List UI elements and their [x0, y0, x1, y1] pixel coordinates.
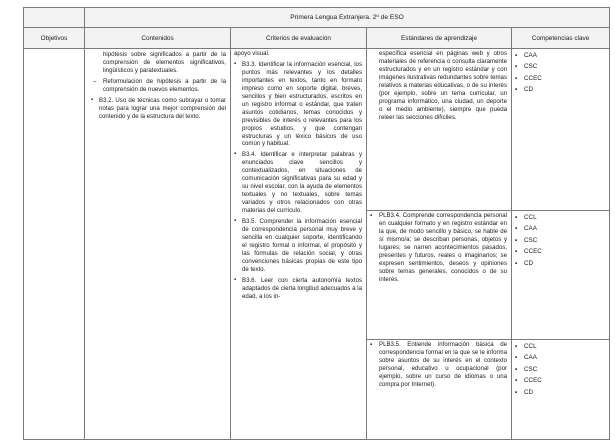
square-bullet-icon: ▪ — [515, 365, 518, 373]
square-bullet-icon: ▪ — [515, 377, 518, 385]
list-item — [515, 223, 607, 234]
square-bullet-icon: ▪ — [234, 151, 237, 158]
list-item — [515, 235, 607, 246]
square-bullet-icon: ▪ — [515, 388, 518, 396]
square-bullet-icon: ▪ — [370, 341, 373, 348]
contenidos-dash-text: Reformulación de hipótesis a partir de la comprensión de nuevos elementos. — [103, 77, 226, 93]
curriculum-table — [23, 7, 610, 440]
contenidos-continuation: hipótesis sobre significados a partir de la comprensión de elementos significativos, lingüísticos y paratextuales. — [103, 51, 226, 74]
square-bullet-icon: ▪ — [515, 248, 518, 256]
competencia-code: CSC — [524, 365, 538, 373]
square-bullet-icon: ▪ — [91, 96, 94, 103]
criterio-text: B3.5. Comprender la información esencial de correspondencia personal muy breve y sencilla en cualquier soporte, identificando el registro formal o informal, el propósito y las fórmulas de relación social, y otras convenciones básicas propias de este tipo de texto. — [242, 218, 362, 273]
competencia-code: CCEC — [524, 377, 542, 385]
contenidos-bullet-text: B3.2. Uso de técnicas como subrayar o tomar notas para lograr una mejor comprensión del contenido y de la estructura del texto. — [99, 96, 226, 120]
estandar-text: PLB3.4. Comprende correspondencia personal en cualquier formato y en registro estándar en la que, de modo sencillo y básico, se hable de sí mismo/a; se describan personas, objetos y lugares; se narren acontecimientos pasados, presentes y futuros, reales o imaginarios; se expresen sentimientos, deseos y opiniones sobre temas generales, conocidos o de su interés. — [379, 212, 507, 283]
competencia-code: CD — [524, 86, 534, 94]
estandar-item — [370, 212, 507, 284]
list-item — [515, 375, 607, 386]
criterio-text: B3.3. Identificar la información esencial, los puntos más relevantes y los detalles importantes en textos, tanto en formato impreso como en soporte digital, breves, sencillos y bien estructurados, escritos en un registro informal o estándar, que traten asuntos cotidianos, temas conocidos y previsibles de interés o relevantes para los propios estudios, y que contengan estructuras y un léxico básicos de uso común y habitual. — [242, 60, 362, 148]
square-bullet-icon: ▪ — [515, 52, 518, 59]
competencia-code: CAA — [524, 354, 537, 362]
list-item — [515, 61, 607, 72]
criterio-item — [234, 218, 362, 274]
list-item — [515, 84, 607, 95]
competencias-cell — [512, 211, 610, 340]
header-criterios: Criterios de evaluación — [231, 28, 367, 49]
square-bullet-icon: ▪ — [515, 259, 518, 267]
contenidos-dash-item — [91, 78, 226, 94]
header-objetivos: Objetivos — [24, 28, 85, 49]
contenidos-bullet-item — [91, 97, 226, 121]
criterio-item — [234, 61, 362, 148]
square-bullet-icon: ▪ — [234, 276, 237, 283]
contenidos-cell — [85, 49, 231, 440]
square-bullet-icon: ▪ — [515, 354, 518, 362]
square-bullet-icon: ▪ — [515, 63, 518, 71]
square-bullet-icon: ▪ — [515, 225, 518, 233]
criterios-cell — [231, 49, 367, 440]
list-item — [515, 50, 607, 61]
competencia-code: CCEC — [524, 248, 542, 256]
competencias-list — [515, 212, 607, 269]
competencia-code: CCEC — [524, 74, 542, 82]
competencia-code: CCL — [524, 343, 537, 350]
list-item — [515, 387, 607, 398]
table-row — [24, 49, 610, 211]
competencia-code: CSC — [524, 63, 538, 71]
competencia-code: CAA — [524, 225, 537, 233]
header-estandares: Estándares de aprendizaje — [367, 28, 512, 49]
competencia-code: CD — [524, 259, 534, 267]
competencias-list — [515, 341, 607, 398]
title-blank-cell — [24, 8, 85, 28]
list-item — [515, 212, 607, 223]
square-bullet-icon: ▪ — [515, 214, 518, 221]
list-item — [515, 246, 607, 257]
dash-marker: – — [93, 77, 97, 85]
list-item — [515, 258, 607, 269]
criterio-text: B3.6. Leer con cierta autonomía textos adaptados de cierta longitud adecuados a la edad, a los in- — [242, 276, 362, 300]
square-bullet-icon: ▪ — [515, 236, 518, 244]
header-competencias: Competencias clave — [512, 28, 610, 49]
square-bullet-icon: ▪ — [370, 212, 373, 219]
square-bullet-icon: ▪ — [234, 218, 237, 225]
competencias-cell — [512, 49, 610, 211]
square-bullet-icon: ▪ — [515, 86, 518, 94]
competencia-code: CSC — [524, 236, 538, 244]
competencia-code: CCL — [524, 214, 537, 221]
table-title-row — [24, 8, 610, 28]
competencia-code: CAA — [524, 52, 537, 59]
list-item — [515, 364, 607, 375]
square-bullet-icon: ▪ — [234, 60, 237, 67]
competencias-cell — [512, 340, 610, 440]
list-item — [515, 352, 607, 363]
criterio-item — [234, 151, 362, 215]
criterio-text: B3.4. Identificar e interpretar palabras y enunciados clave sencillos y contextualizados, en situaciones de comunicación significativas para su edad y su nivel escolar, con la ayuda de elementos textuales y no textuales, sobre temas variados y otros relacionados con otras materias del currículo. — [242, 151, 362, 215]
competencias-list — [515, 50, 607, 96]
estandar-cell — [367, 340, 512, 440]
criterios-continuation: apoyo visual. — [234, 50, 270, 57]
competencia-code: CD — [524, 388, 534, 396]
estandar-cell — [367, 49, 512, 211]
list-item — [515, 73, 607, 84]
objetivos-cell — [24, 49, 85, 440]
square-bullet-icon: ▪ — [515, 343, 518, 350]
criterio-item — [234, 277, 362, 301]
estandar-text: específica esencial en páginas web y otros materiales de referencia o consulta claramente estructurados y en un registro estándar y con imágenes ilustrativas redundantes sobre temas relativos a materias educativas, o de su interés (por ejemplo, sobre un tema curricular, un programa informático, una ciudad, un deporte o el medio ambiente), siempre que pueda releer las secciones difíciles. — [379, 50, 507, 121]
table-title: Primera Lengua Extranjera. 2º de ESO — [85, 8, 610, 28]
estandar-cell — [367, 211, 512, 340]
column-header-row — [24, 28, 610, 49]
header-contenidos: Contenidos — [85, 28, 231, 49]
estandar-item — [370, 341, 507, 389]
estandar-text: PLB3.5. Entiende información básica de correspondencia formal en la que se le informa sobre asuntos de su interés en el contexto personal, educativo u ocupacional (por ejemplo, sobre un curso de idiomas o una compra por Internet). — [379, 341, 507, 388]
square-bullet-icon: ▪ — [515, 74, 518, 82]
list-item — [515, 341, 607, 352]
